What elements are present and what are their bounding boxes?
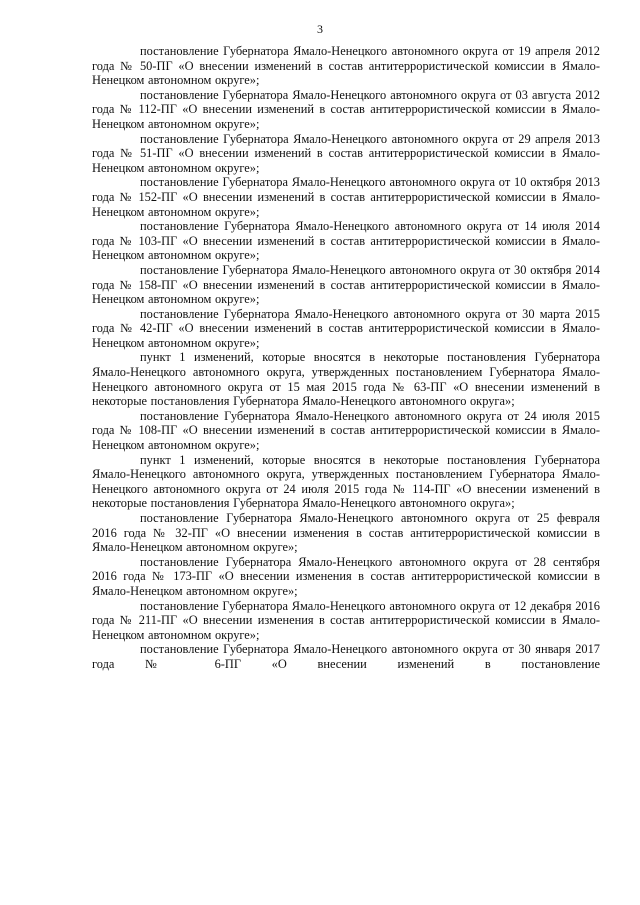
list-item: постановление Губернатора Ямало-Ненецкого автономного округа от 30 января 2017 года № 6-ПГ «О внесении изменений в постановление bbox=[92, 642, 600, 671]
list-item: пункт 1 изменений, которые вносятся в некоторые постановления Губернатора Ямало-Ненецкого автономного округа, утвержденных постановлением Губернатора Ямало-Ненецкого автономного округа от 24 июля 2015 года № 114-ПГ «О внесении изменений в некоторые постановления Губернатора Ямало-Ненецкого автономного округа»; bbox=[92, 452, 600, 511]
document-body bbox=[92, 44, 600, 672]
list-item: постановление Губернатора Ямало-Ненецкого автономного округа от 19 апреля 2012 года № 50-ПГ «О внесении изменений в состав антитеррористической комиссии в Ямало-Ненецком автономном округе»; bbox=[92, 44, 600, 88]
list-item: постановление Губернатора Ямало-Ненецкого автономного округа от 10 октября 2013 года № 152-ПГ «О внесении изменений в состав антитеррористической комиссии в Ямало-Ненецком автономном округе»; bbox=[92, 175, 600, 219]
list-item: постановление Губернатора Ямало-Ненецкого автономного округа от 14 июля 2014 года № 103-ПГ «О внесении изменений в состав антитеррористической комиссии в Ямало-Ненецком автономном округе»; bbox=[92, 219, 600, 263]
list-item: постановление Губернатора Ямало-Ненецкого автономного округа от 25 февраля 2016 года № 32-ПГ «О внесении изменения в состав антитеррористической комиссии в Ямало-Ненецком автономном округе»; bbox=[92, 511, 600, 555]
list-item: пункт 1 изменений, которые вносятся в некоторые постановления Губернатора Ямало-Ненецкого автономного округа, утвержденных постановлением Губернатора Ямало-Ненецкого автономного округа от 15 мая 2015 года № 63-ПГ «О внесении изменений в некоторые постановления Губернатора Ямало-Ненецкого автономного округа»; bbox=[92, 350, 600, 409]
list-item: постановление Губернатора Ямало-Ненецкого автономного округа от 30 октября 2014 года № 158-ПГ «О внесении изменений в состав антитеррористической комиссии в Ямало-Ненецком автономном округе»; bbox=[92, 262, 600, 307]
list-item: постановление Губернатора Ямало-Ненецкого автономного округа от 24 июля 2015 года № 108-ПГ «О внесении изменений в состав антитеррористической комиссии в Ямало-Ненецком автономном округе»; bbox=[92, 408, 600, 453]
page-number: 3 bbox=[317, 22, 323, 36]
list-item: постановление Губернатора Ямало-Ненецкого автономного округа от 03 августа 2012 года № 112-ПГ «О внесении изменений в состав антитеррористической комиссии в Ямало-Ненецком автономном округе»; bbox=[92, 87, 600, 131]
list-item: постановление Губернатора Ямало-Ненецкого автономного округа от 28 сентября 2016 года № 173-ПГ «О внесении изменения в состав антитеррористической комиссии в Ямало-Ненецком автономном округе»; bbox=[92, 554, 600, 598]
list-item: постановление Губернатора Ямало-Ненецкого автономного округа от 30 марта 2015 года № 42-ПГ «О внесении изменений в состав антитеррористической комиссии в Ямало-Ненецком автономном округе»; bbox=[92, 306, 600, 350]
list-item: постановление Губернатора Ямало-Ненецкого автономного округа от 29 апреля 2013 года № 51-ПГ «О внесении изменений в состав антитеррористической комиссии в Ямало-Ненецком автономном округе»; bbox=[92, 131, 600, 175]
list-item: постановление Губернатора Ямало-Ненецкого автономного округа от 12 декабря 2016 года № 211-ПГ «О внесении изменения в состав антитеррористической комиссии в Ямало-Ненецком автономном округе»; bbox=[92, 598, 600, 642]
